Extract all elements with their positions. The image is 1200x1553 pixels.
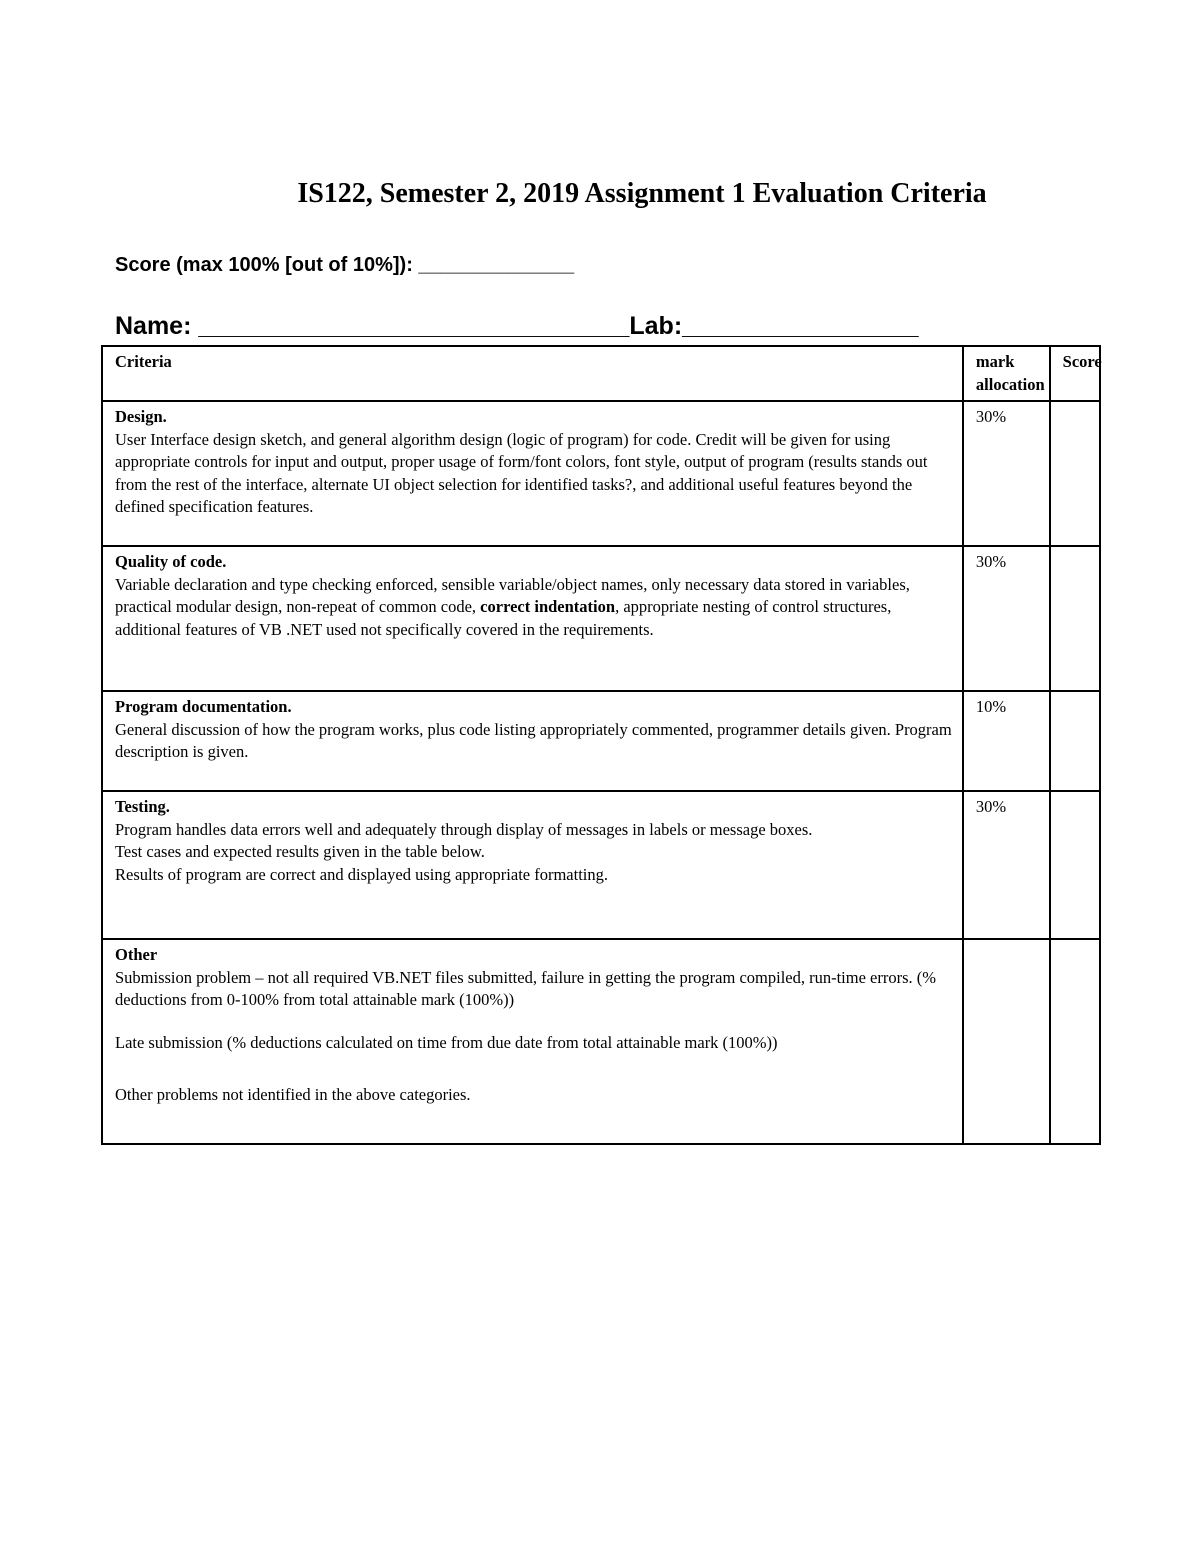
score-cell[interactable] bbox=[1050, 691, 1100, 791]
section-description-line: Late submission (% deductions calculated on time from due date from total attainable mark (100%)) bbox=[115, 1032, 778, 1052]
section-title: Program documentation. bbox=[115, 697, 292, 716]
section-description-line: Other problems not identified in the above categories. bbox=[115, 1085, 471, 1104]
section-description: User Interface design sketch, and general algorithm design (logic of program) for code. Credit will be given for using appropriate controls for input and output, proper usage of form/font colors, font style, output of program (results stands out from the rest of the interface, alternate UI object selection for identified tasks?, and additional useful features beyond the defined specification features. bbox=[115, 429, 928, 516]
document-title: IS122, Semester 2, 2019 Assignment 1 Evaluation Criteria bbox=[297, 178, 987, 209]
criteria-cell bbox=[102, 401, 963, 546]
table-row-testing bbox=[102, 791, 1100, 939]
section-description-line: Program handles data errors well and adequately through display of messages in labels or message boxes. bbox=[115, 819, 813, 839]
criteria-cell bbox=[102, 791, 963, 939]
section-description bbox=[115, 574, 952, 642]
table-row-design bbox=[102, 401, 1100, 546]
description-part: Variable declaration and type checking enforced, sensible variable/object names, only necessary data stored in variables, practical modular design, non-repeat of common code, bbox=[115, 574, 910, 616]
mark-cell: 10% bbox=[963, 691, 1050, 791]
table-row-quality bbox=[102, 546, 1100, 691]
section-description-line: Test cases and expected results given in the table below. bbox=[115, 842, 485, 861]
name-lab-line: Name: _______________________________Lab:_________________ bbox=[115, 312, 919, 340]
evaluation-criteria-table bbox=[101, 345, 1101, 1145]
score-cell[interactable] bbox=[1050, 939, 1100, 1144]
criteria-header: Criteria bbox=[102, 346, 963, 401]
score-cell[interactable] bbox=[1050, 791, 1100, 939]
description-bold-part: correct indentation bbox=[480, 597, 616, 616]
score-line: Score (max 100% [out of 10%]): ______________ bbox=[115, 254, 575, 276]
section-description-line: Results of program are correct and displayed using appropriate formatting. bbox=[115, 864, 609, 884]
mark-cell: 30% bbox=[963, 401, 1050, 546]
table-row-documentation bbox=[102, 691, 1100, 791]
section-title: Quality of code. bbox=[115, 552, 227, 571]
criteria-cell bbox=[102, 939, 963, 1144]
criteria-cell bbox=[102, 691, 963, 791]
mark-cell: 30% bbox=[963, 546, 1050, 691]
score-header: Score bbox=[1050, 346, 1100, 401]
section-title: Testing. bbox=[115, 797, 170, 816]
section-title: Design. bbox=[115, 407, 167, 426]
description-part: , appropriate nesting of control structures, additional features of VB .NET used not specifically covered in the requirements. bbox=[115, 597, 892, 639]
table-header-row bbox=[102, 346, 1100, 401]
score-cell[interactable] bbox=[1050, 546, 1100, 691]
mark-allocation-header: mark allocation bbox=[963, 346, 1050, 401]
score-cell[interactable] bbox=[1050, 401, 1100, 546]
mark-cell bbox=[963, 939, 1050, 1144]
section-title: Other bbox=[115, 945, 158, 964]
mark-cell: 30% bbox=[963, 791, 1050, 939]
table-row-other bbox=[102, 939, 1100, 1144]
criteria-cell bbox=[102, 546, 963, 691]
section-description-line: Submission problem – not all required VB.NET files submitted, failure in getting the program compiled, run-time errors. (% deductions from 0-100% from total attainable mark (100%)) bbox=[115, 967, 937, 1009]
section-description: General discussion of how the program works, plus code listing appropriately commented, programmer details given. Program description is given. bbox=[115, 719, 952, 761]
